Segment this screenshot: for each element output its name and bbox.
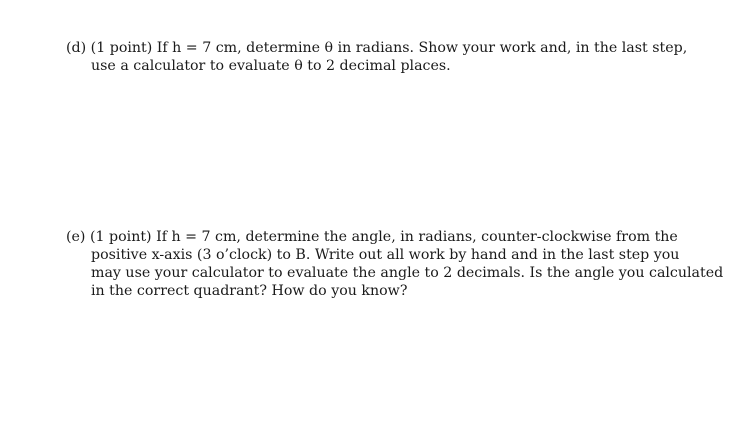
problem-d-line-1: (d) (1 point) If h = 7 cm, determine θ in radians. Show your work and, in the last step,: [66, 40, 688, 56]
problem-e: [66, 228, 724, 300]
problem-d-line-2: use a calculator to evaluate θ to 2 decimal places.: [91, 58, 451, 74]
problem-e-line-1: (e) (1 point) If h = 7 cm, determine the angle, in radians, counter-clockwise from the: [66, 229, 678, 245]
problem-e-line-2: positive x-axis (3 o’clock) to B. Write out all work by hand and in the last step you: [91, 247, 680, 263]
problem-d: [66, 39, 688, 75]
problem-e-line-4: in the correct quadrant? How do you know?: [91, 283, 408, 299]
problem-e-line-3: may use your calculator to evaluate the angle to 2 decimals. Is the angle you calculated: [91, 265, 724, 281]
